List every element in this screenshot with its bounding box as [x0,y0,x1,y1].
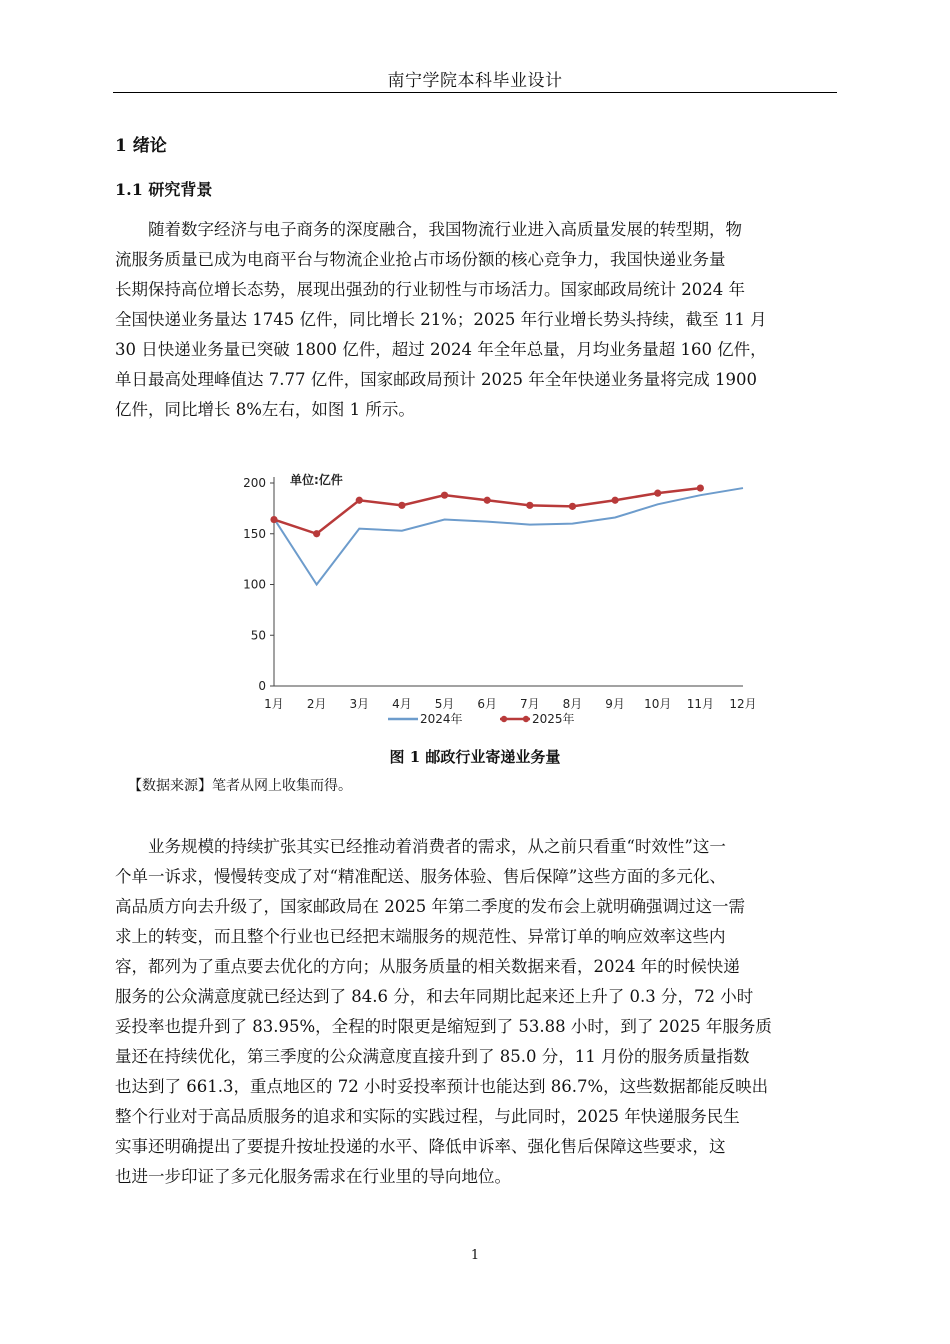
legend-label: 2024年 [420,712,463,726]
paragraph-line: 单日最高处理峰值达 7.77 亿件，国家邮政局预计 2025 年全年快递业务量将完成 1900 [115,370,757,389]
data-point [569,503,576,510]
paragraph-line: 量还在持续优化，第三季度的公众满意度直接升到了 85.0 分，11 月份的服务质量指数 [115,1047,750,1066]
paragraph-line: 亿件，同比增长 8%左右，如图 1 所示。 [115,400,415,419]
paragraph-line: 也达到了 661.3，重点地区的 72 小时妥投率预计也能达到 86.7%，这些数据都能反映出 [115,1077,769,1096]
paragraph-line: 求上的转变，而且整个行业也已经把末端服务的规范性、异常订单的响应效率这些内 [115,927,726,946]
paragraph-line: 整个行业对于高品质服务的追求和实际的实践过程，与此同时，2025 年快递服务民生 [115,1107,740,1126]
paragraph-line: 服务的公众满意度就已经达到了 84.6 分，和去年同期比起来还上升了 0.3 分，72 小时 [115,987,754,1006]
paragraph-line: 随着数字经济与电子商务的深度融合，我国物流行业进入高质量发展的转型期，物 [148,220,742,239]
x-tick-label: 3月 [349,697,370,711]
data-point [484,497,491,504]
data-point [611,497,618,504]
paragraph-line: 也进一步印证了多元化服务需求在行业里的导向地位。 [115,1167,511,1186]
x-tick-label: 10月 [644,697,672,711]
x-tick-label: 2月 [306,697,327,711]
header-rule [113,92,837,93]
x-tick-label: 8月 [562,697,583,711]
x-tick-label: 12月 [729,697,757,711]
x-tick-label: 4月 [392,697,412,711]
chapter-heading: 1 绪论 [115,136,167,156]
paragraph-line: 实事还明确提出了要提升按址投递的水平、降低申诉率、强化售后保障这些要求，这 [115,1137,726,1156]
legend-marker [501,716,507,722]
line-chart [228,462,757,732]
chart-legend [388,711,575,726]
y-tick-label: 150 [243,526,266,541]
x-tick-label: 7月 [519,697,540,711]
paragraph-2 [115,832,837,1192]
paragraph-line: 个单一诉求，慢慢转变成了对“精准配送、服务体验、售后保障”这些方面的多元化、 [115,867,726,886]
chart-series [270,484,743,584]
data-point [398,502,405,509]
figure-source: 【数据来源】笔者从网上收集而得。 [128,778,352,794]
paragraph-line: 业务规模的持续扩张其实已经推动着消费者的需求，从之前只看重“时效性”这一 [148,837,726,856]
data-point [313,530,320,537]
chart-axes [243,472,757,711]
y-tick-label: 100 [243,577,266,592]
x-tick-label: 9月 [605,697,625,711]
legend-marker [523,716,529,722]
y-tick-label: 0 [258,679,266,693]
paragraph-line: 全国快递业务量达 1745 亿件，同比增长 21%；2025 年行业增长势头持续，截至 11 月 [115,310,767,329]
data-point [441,492,448,499]
legend-label: 2025年 [532,712,575,726]
x-tick-label: 11月 [686,697,715,711]
data-point [526,502,533,509]
figure-caption: 图 1 邮政行业寄递业务量 [389,748,561,766]
data-point [356,497,363,504]
data-point [697,484,704,491]
chart-figure [228,462,757,732]
paragraph-line: 长期保持高位增长态势，展现出强劲的行业韧性与市场活力。国家邮政局统计 2024 年 [115,280,745,299]
page-number: 1 [470,1248,480,1263]
unit-label: 单位:亿件 [290,473,343,487]
paragraph-1 [115,215,837,425]
paragraph-line: 30 日快递业务量已突破 1800 亿件，超过 2024 年全年总量，月均业务量超 160 亿件， [115,340,767,359]
data-point [654,490,661,497]
paragraph-line: 容，都列为了重点要去优化的方向；从服务质量的相关数据来看，2024 年的时候快递 [115,957,740,976]
section-heading: 1.1 研究背景 [115,180,213,199]
x-tick-label: 5月 [434,697,455,711]
paragraph-line: 妥投率也提升到了 83.95%，全程的时限更是缩短到了 53.88 小时，到了 2025 年服务质 [115,1017,772,1036]
paragraph-line: 高品质方向去升级了，国家邮政局在 2025 年第二季度的发布会上就明确强调过这一需 [115,897,745,916]
x-tick-label: 6月 [477,697,498,711]
paragraph-line: 流服务质量已成为电商平台与物流企业抢占市场份额的核心竞争力，我国快递业务量 [115,250,726,269]
x-tick-label: 1月 [264,697,284,711]
data-point [270,516,277,523]
running-header: 南宁学院本科毕业设计 [387,71,563,91]
y-tick-label: 200 [243,476,266,490]
y-tick-label: 50 [250,628,266,643]
